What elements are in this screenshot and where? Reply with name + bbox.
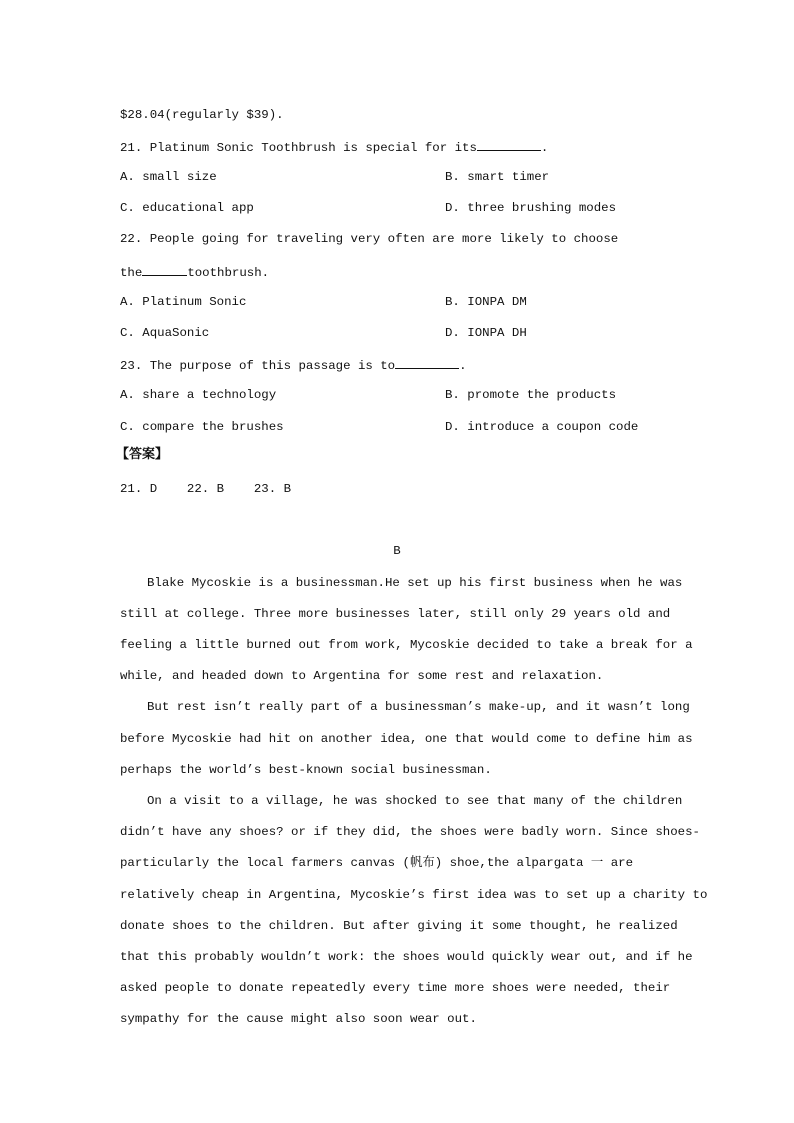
passage-line: particularly the local farmers canvas (帆布) shoe,the alpargata 一 are (120, 856, 634, 870)
passage-line: still at college. Three more businesses later, still only 29 years old and (120, 607, 671, 621)
answer-blank (477, 138, 541, 151)
question-text-end: . (540, 141, 549, 155)
question-23-stem (120, 356, 467, 374)
passage-line: that this probably wouldn’t work: the shoes would quickly wear out, and if he (120, 950, 693, 964)
answer-values: 21. D 22. B 23. B (120, 482, 292, 496)
question-22-stem-cont (120, 263, 269, 281)
question-text-end: . (459, 359, 467, 373)
passage-line: before Mycoskie had hit on another idea, one that would come to define him as (120, 732, 693, 746)
section-heading: B (393, 544, 401, 558)
option-23-d: D. introduce a coupon code (445, 420, 639, 434)
option-21-d: D. three brushing modes (445, 201, 617, 215)
question-text-end: toothbrush. (187, 266, 270, 280)
option-21-a: A. small size (120, 170, 217, 184)
option-22-a: A. Platinum Sonic (120, 295, 247, 309)
question-text: 23. The purpose of this passage is to (120, 359, 396, 373)
answer-heading: 【答案】 (116, 447, 169, 462)
passage-line: But rest isn’t really part of a businessman’s make-up, and it wasn’t long (147, 700, 690, 714)
passage-line: didn’t have any shoes? or if they did, the shoes were badly worn. Since shoes- (120, 825, 700, 839)
passage-line: feeling a little burned out from work, Mycoskie decided to take a break for a (120, 638, 693, 652)
passage-line: relatively cheap in Argentina, Mycoskie’s first idea was to set up a charity to (120, 888, 708, 902)
option-23-a: A. share a technology (120, 388, 277, 402)
passage-line: Blake Mycoskie is a businessman.He set up his first business when he was (147, 576, 683, 590)
option-21-b: B. smart timer (445, 170, 550, 184)
answer-blank (142, 263, 187, 276)
option-22-d: D. IONPA DH (445, 326, 527, 340)
passage-line: On a visit to a village, he was shocked to see that many of the children (147, 794, 683, 808)
passage-line: while, and headed down to Argentina for some rest and relaxation. (120, 669, 604, 683)
passage-line: sympathy for the cause might also soon wear out. (120, 1012, 477, 1026)
answer-blank (395, 356, 459, 369)
passage-line: perhaps the world’s best-known social businessman. (120, 763, 492, 777)
option-23-b: B. promote the products (445, 388, 617, 402)
question-text: the (120, 266, 143, 280)
option-22-c: C. AquaSonic (120, 326, 210, 340)
option-21-c: C. educational app (120, 201, 254, 215)
option-23-c: C. compare the brushes (120, 420, 284, 434)
option-22-b: B. IONPA DM (445, 295, 527, 309)
question-text: 21. Platinum Sonic Toothbrush is special for its (120, 141, 477, 155)
question-21-stem (120, 138, 548, 156)
passage-line: donate shoes to the children. But after giving it some thought, he realized (120, 919, 678, 933)
passage-line: asked people to donate repeatedly every time more shoes were needed, their (120, 981, 671, 995)
question-22-stem: 22. People going for traveling very often are more likely to choose (120, 232, 619, 246)
price-continuation: $28.04(regularly $39). (120, 108, 284, 122)
